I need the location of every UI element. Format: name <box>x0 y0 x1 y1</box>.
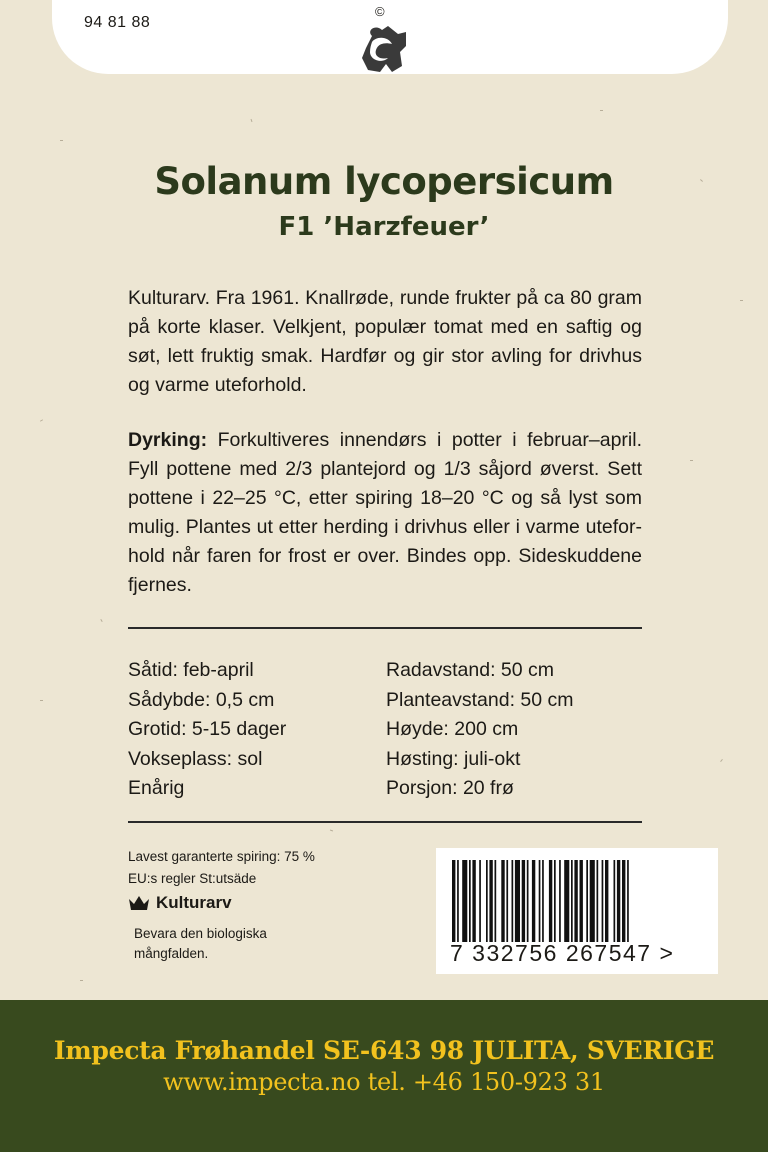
barcode-number: 7 332756 267547 > <box>450 940 675 966</box>
kulturarv-sub-line1: Bevara den biologiska <box>134 926 267 941</box>
description: Kulturarv. Fra 1961. Knallrøde, runde frukter på ca 80 gram på korte klaser. Velkjent, populær tomat med en saftig og søt, lett fruktig smak. Hardfør og gir stor avling for drivhus og varme uteforhold. <box>128 287 642 396</box>
article-number: 94 81 88 <box>84 14 151 31</box>
footer <box>0 1000 768 1152</box>
spec-germination-time: Grotid: 5-15 dager <box>128 718 287 740</box>
footer-contact: www.impecta.no tel. +46 150-923 31 <box>163 1068 605 1096</box>
kulturarv-label: Kulturarv <box>156 893 232 912</box>
cultivar-name: F1 ’Harzfeuer’ <box>278 212 490 242</box>
spec-location: Vokseplass: sol <box>128 747 263 770</box>
kulturarv-sub-line2: mångfalden. <box>134 946 209 961</box>
cultivation-text <box>128 426 642 600</box>
divider-top <box>128 627 642 629</box>
divider-bottom <box>128 821 642 823</box>
kulturarv-subtitle <box>134 924 267 964</box>
specs-right <box>386 656 574 804</box>
latin-name: Solanum lycopersicum <box>154 160 614 203</box>
cultivation-label: Dyrking: <box>128 429 208 451</box>
specs-left <box>128 656 286 804</box>
barcode <box>436 848 718 974</box>
cultivation-body: Forkultiveres innendørs i potter i februar–april. Fyll pottene med 2/3 plantejord og 1/3 såjord øverst. Sett pottene i 22–25 °C, etter spiring 18–20 °C og så lyst som mulig. Plantes ut etter herding i drivhus eller i varme uteforhold når faren for frost er over. Bindes opp. Sideskuddene fjernes. <box>128 429 642 596</box>
barcode-bars <box>452 860 682 942</box>
crown-icon <box>128 895 150 912</box>
spec-plant-spacing: Planteavstand: 50 cm <box>386 688 574 711</box>
impecta-logo-icon <box>358 22 410 76</box>
spec-portion: Porsjon: 20 frø <box>386 777 514 799</box>
germination-guarantee: Lavest garanterte spiring: 75 % <box>128 849 315 864</box>
eu-rules: EU:s regler St:utsäde <box>128 871 257 886</box>
spec-harvest: Høsting: juli-okt <box>386 747 521 770</box>
footer-address: Impecta Frøhandel SE-643 98 JULITA, SVERIGE <box>53 1036 715 1065</box>
spec-height: Høyde: 200 cm <box>386 718 519 740</box>
spec-sowing-time: Såtid: feb-april <box>128 659 254 681</box>
spec-annual: Enårig <box>128 777 185 799</box>
germination-info <box>128 846 315 890</box>
kulturarv-badge <box>128 893 232 913</box>
spec-sowing-depth: Sådybde: 0,5 cm <box>128 688 275 711</box>
copyright-symbol: © <box>375 4 385 19</box>
spec-row-spacing: Radavstand: 50 cm <box>386 659 555 681</box>
